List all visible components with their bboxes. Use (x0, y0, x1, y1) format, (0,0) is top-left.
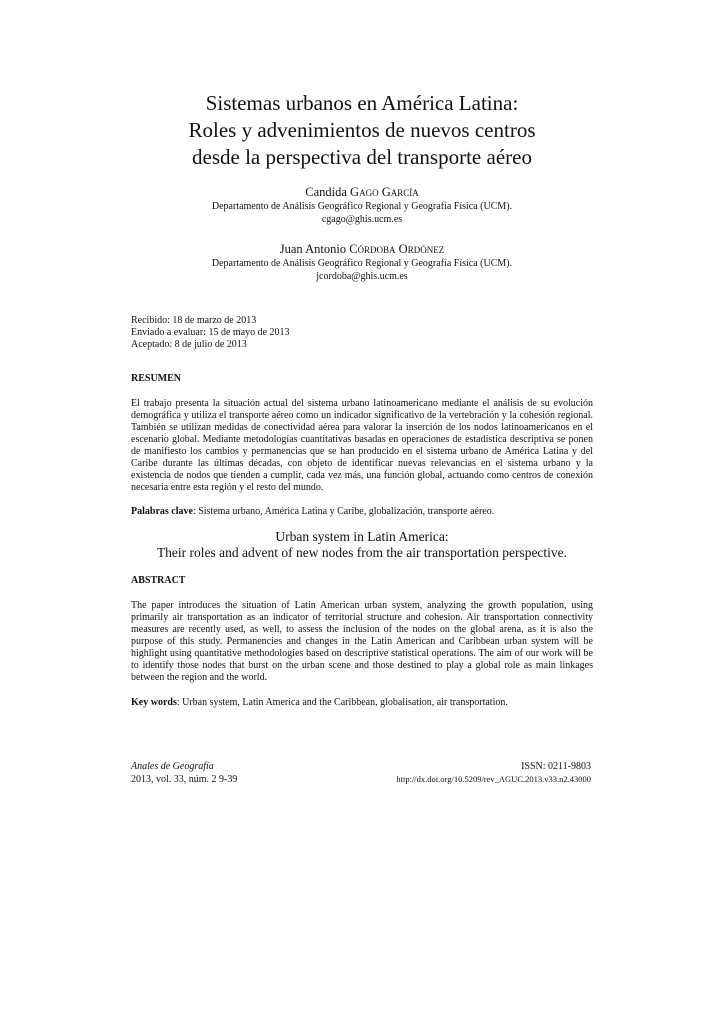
palabras-clave (131, 506, 593, 517)
author-first-name: Juan Antonio (279, 242, 350, 256)
page-footer (131, 761, 591, 786)
article-title (131, 90, 593, 171)
author-affiliation-2: Departamento de Análisis Geográfico Regional y Geografía Física (UCM). (211, 258, 513, 269)
author-surname: Gago García (350, 185, 419, 199)
issn: ISSN: 0211-9803 (521, 761, 591, 772)
footer-row-1 (131, 761, 591, 773)
palabras-clave-label: Palabras clave (131, 506, 193, 517)
author-affiliation-1: Departamento de Análisis Geográfico Regional y Geografía Física (UCM). (211, 201, 513, 212)
author-name-2 (131, 242, 593, 257)
abstract-heading: ABSTRACT (131, 575, 186, 586)
author-block-1 (131, 185, 593, 226)
article-page (131, 90, 593, 708)
date-accepted: Aceptado: 8 de julio de 2013 (131, 339, 247, 350)
volume-info: 2013, vol. 33, núm. 2 9-39 (131, 774, 238, 785)
title-line-3: desde la perspectiva del transporte aéreo (192, 145, 532, 169)
abstract-text: The paper introduces the situation of Latin American urban system, analyzing the growth population, using primarily air transportation as an indicator of territorial structure and cohesion. Air transportation connectivity measures are recently used, as well, to assess the inclusion of the nodes on the global arena, as it is also the purpose of this study. Permanencies and changes in the Latin American and Caribbean urban system will be highlight using quantitative methodologies based on descriptive statistical operations. The aim of our work will be to identify those nodes that burst on the urban scene and those destined to play a global role as main linkages between the region and the world. (131, 600, 593, 683)
key-words-text: : Urban system, Latin America and the Caribbean, globalisation, air transportation. (176, 697, 508, 708)
footer-row-2 (131, 773, 591, 786)
english-title (131, 529, 593, 561)
doi-link[interactable]: http://dx.doi.org/10.5209/rev_AGUC.2013.v33.n2.43000 (396, 774, 591, 784)
author-email-2: jcordoba@ghis.ucm.es (316, 271, 408, 282)
title-line-1: Sistemas urbanos en América Latina: (205, 91, 519, 115)
title-line-2: Roles y advenimientos de nuevos centros (188, 118, 536, 142)
submission-dates (131, 315, 593, 351)
date-received: Recibido: 18 de marzo de 2013 (131, 315, 257, 326)
palabras-clave-text: : Sistema urbano, América Latina y Caribe, globalización, transporte aéreo. (192, 506, 495, 517)
author-block-2 (131, 242, 593, 283)
date-sent: Enviado a evaluar: 15 de mayo de 2013 (131, 327, 290, 338)
author-email-1: cgago@ghis.ucm.es (321, 214, 403, 225)
resumen-heading: RESUMEN (131, 373, 182, 384)
author-surname: Córdoba Ordónez (349, 242, 445, 256)
english-title-line-2: Their roles and advent of new nodes from the air transportation perspective. (156, 545, 568, 560)
key-words-label: Key words (131, 697, 177, 708)
resumen-text: El trabajo presenta la situación actual del sistema urbano latinoamericano mediante el análisis de su evolución demográfica y utiliza el transporte aéreo como un indicador significativo de la vertebración y la cohesión regional. También se utilizan medidas de conectividad aérea para valorar la inserción de los nodos latinoamericanos en el escenario global. Mediante metodologías cuantitativas basadas en operaciones de estadística descriptiva se ponen de manifiesto los cambios y permanencias que se han producido en el sistema urbano de América Latina y del Caribe durante las últimas décadas, con objeto de identificar nuevas relevancias en el sistema urbano y la existencia de nodos que tienden a cumplir, cada vez más, una función global, actuando como centros de conexión necesaria entre esta región y el resto del mundo. (131, 398, 593, 493)
author-name-1 (131, 185, 593, 200)
key-words (131, 697, 593, 708)
journal-name: Anales de Geografía (131, 761, 214, 772)
english-title-line-1: Urban system in Latin America: (275, 529, 449, 544)
author-first-name: Candida (305, 185, 351, 199)
